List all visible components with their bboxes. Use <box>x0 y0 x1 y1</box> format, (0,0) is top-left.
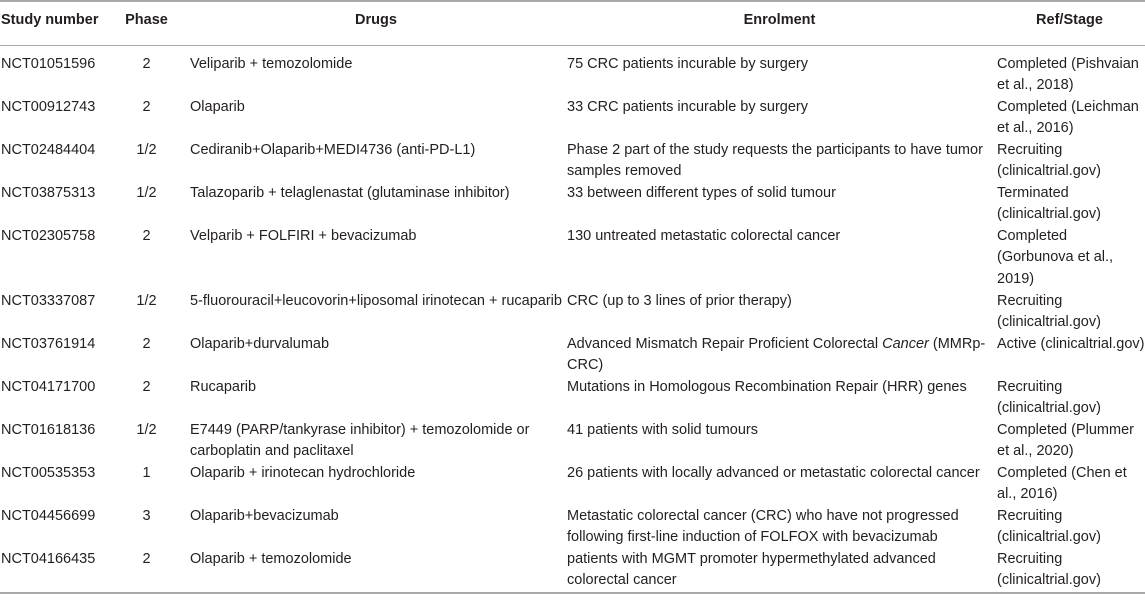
cell-enrolment: 33 CRC patients incurable by surgery <box>567 98 808 115</box>
table-row <box>0 420 1145 463</box>
cell-enrolment: 41 patients with solid tumours <box>567 421 759 438</box>
header-enrolment: Enrolment <box>743 12 816 28</box>
cell-drugs: E7449 (PARP/tankyrase inhibitor) + temozolomide or carboplatin and paclitaxel <box>190 421 530 459</box>
cell-study-number: NCT04166435 <box>1 550 96 567</box>
cell-drugs: Cediranib+Olaparib+MEDI4736 (anti-PD-L1) <box>190 141 476 158</box>
cell-ref-stage: Recruiting (clinicaltrial.gov) <box>997 507 1101 545</box>
cell-drugs: Olaparib + temozolomide <box>190 550 352 567</box>
cell-study-number: NCT03337087 <box>1 292 96 309</box>
header-phase: Phase <box>125 12 168 28</box>
cell-ref-stage: Recruiting (clinicaltrial.gov) <box>997 292 1101 330</box>
cell-phase: 2 <box>142 550 151 567</box>
cell-enrolment: patients with MGMT promoter hypermethylated advanced colorectal cancer <box>567 550 936 588</box>
cell-study-number: NCT04456699 <box>1 507 96 524</box>
enrolment-italic-text: Cancer <box>882 335 929 352</box>
cell-ref-stage: Completed (Pishvaian et al., 2018) <box>997 55 1139 93</box>
cell-study-number: NCT02305758 <box>1 227 96 244</box>
cell-ref-stage: Terminated (clinicaltrial.gov) <box>997 184 1101 222</box>
cell-enrolment <box>565 334 994 377</box>
cell-ref-stage: Recruiting (clinicaltrial.gov) <box>997 550 1101 588</box>
table-row <box>0 506 1145 549</box>
cell-enrolment: CRC (up to 3 lines of prior therapy) <box>567 292 792 309</box>
cell-study-number: NCT03761914 <box>1 335 96 352</box>
cell-phase: 2 <box>142 335 151 352</box>
cell-phase: 2 <box>142 55 151 72</box>
cell-ref-stage: Recruiting (clinicaltrial.gov) <box>997 141 1101 179</box>
cell-phase: 2 <box>142 378 151 395</box>
table-row <box>0 140 1145 183</box>
header-row <box>0 1 1145 45</box>
header-study-number: Study number <box>1 12 99 28</box>
cell-enrolment: 33 between different types of solid tumour <box>567 184 836 201</box>
cell-enrolment: 130 untreated metastatic colorectal cancer <box>567 227 841 244</box>
cell-ref-stage: Completed (Plummer et al., 2020) <box>997 421 1134 459</box>
cell-ref-stage: Completed (Chen et al., 2016) <box>997 464 1127 502</box>
cell-phase: 1 <box>142 464 151 481</box>
cell-phase: 1/2 <box>136 141 157 158</box>
cell-study-number: NCT00535353 <box>1 464 96 481</box>
cell-ref-stage: Active (clinicaltrial.gov) <box>997 335 1145 352</box>
cell-drugs: Olaparib+durvalumab <box>190 335 330 352</box>
header-ref-stage: Ref/Stage <box>1036 12 1103 28</box>
cell-drugs: Veliparib + temozolomide <box>190 55 353 72</box>
cell-drugs: Rucaparib <box>190 378 257 395</box>
cell-enrolment: Phase 2 part of the study requests the participants to have tumor samples removed <box>567 141 983 179</box>
cell-enrolment: 26 patients with locally advanced or metastatic colorectal cancer <box>567 464 980 481</box>
cell-study-number: NCT03875313 <box>1 184 96 201</box>
cell-phase: 2 <box>142 227 151 244</box>
cell-ref-stage: Completed (Leichman et al., 2016) <box>997 98 1139 136</box>
table-row <box>0 183 1145 226</box>
enrolment-text: Advanced Mismatch Repair Proficient Colorectal <box>567 335 883 352</box>
cell-drugs: Talazoparib + telaglenastat (glutaminase inhibitor) <box>190 184 510 201</box>
table-row <box>0 463 1145 506</box>
cell-phase: 1/2 <box>136 184 157 201</box>
table-row <box>0 226 1145 291</box>
table-row <box>0 377 1145 420</box>
table-row <box>0 334 1145 377</box>
enrolment-text: (MMRp-CRC) <box>567 335 986 373</box>
table-body <box>0 45 1145 593</box>
cell-enrolment: 75 CRC patients incurable by surgery <box>567 55 808 72</box>
cell-phase: 3 <box>142 507 151 524</box>
cell-study-number: NCT01051596 <box>1 55 96 72</box>
cell-study-number: NCT02484404 <box>1 141 96 158</box>
cell-phase: 1/2 <box>136 421 157 438</box>
table-row <box>0 45 1145 97</box>
table-row <box>0 291 1145 334</box>
cell-study-number: NCT01618136 <box>1 421 96 438</box>
cell-phase: 1/2 <box>136 292 157 309</box>
cell-drugs: Olaparib <box>190 98 245 115</box>
cell-ref-stage: Recruiting (clinicaltrial.gov) <box>997 378 1101 416</box>
cell-drugs: 5-fluorouracil+leucovorin+liposomal irinotecan + rucaparib <box>190 292 562 309</box>
cell-drugs: Olaparib + irinotecan hydrochloride <box>190 464 416 481</box>
cell-study-number: NCT04171700 <box>1 378 96 395</box>
table-header <box>0 1 1145 45</box>
cell-phase: 2 <box>142 98 151 115</box>
table-row <box>0 97 1145 140</box>
cell-enrolment: Mutations in Homologous Recombination Repair (HRR) genes <box>567 378 967 395</box>
cell-enrolment: Metastatic colorectal cancer (CRC) who have not progressed following first-line induction of FOLFOX with bevacizumab <box>567 507 959 545</box>
cell-drugs: Olaparib+bevacizumab <box>190 507 339 524</box>
cell-drugs: Velparib + FOLFIRI + bevacizumab <box>190 227 417 244</box>
cell-ref-stage: Completed (Gorbunova et al., 2019) <box>997 227 1114 287</box>
header-drugs: Drugs <box>355 12 397 28</box>
table-row <box>0 549 1145 593</box>
cell-study-number: NCT00912743 <box>1 98 96 115</box>
